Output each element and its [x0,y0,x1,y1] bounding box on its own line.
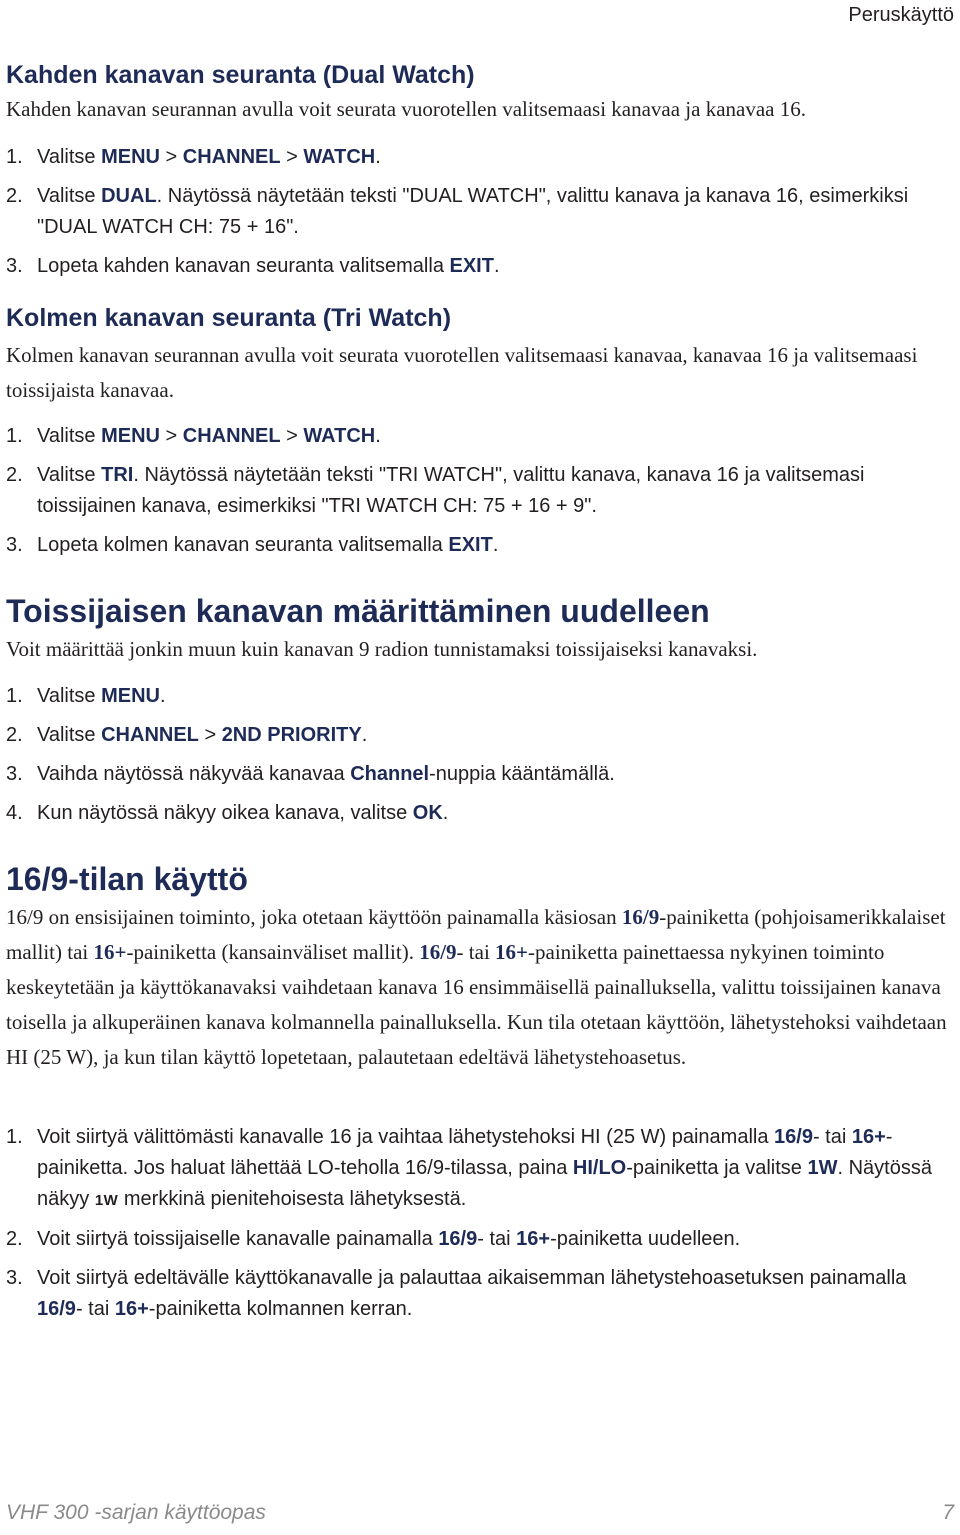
menu-keyword: MENU [101,685,160,707]
low-power-1w-icon: 1W [94,1192,119,1209]
key-16-9: 16/9 [438,1228,478,1250]
watch-keyword: WATCH [303,146,376,168]
list-item: 1. Valitse MENU > CHANNEL > WATCH. [6,146,381,168]
channel-keyword: CHANNEL [182,146,281,168]
watch-keyword: WATCH [303,425,376,447]
list-item: 2. Voit siirtyä toissijaiselle kanavalle painamalla 16/9- tai 16+-painiketta uudelleen. [6,1228,741,1250]
key-1w: 1W [807,1157,838,1179]
secondary-channel-intro: Voit määrittää jonkin muun kuin kanavan 9 radion tunnistamaksi toissijaiseksi kanavaksi. [6,637,758,661]
key-16-plus: 16+ [495,940,528,964]
menu-keyword: MENU [101,425,160,447]
list-item: 1. Voit siirtyä välittömästi kanavalle 16 ja vaihtaa lähetystehoksi HI (25 W) painamalla 16/9- tai 16+-painiketta. Jos haluat lähettää LO-teholla 16/9-tilassa, paina HI/LO-painiketta ja valitse 1W. Näytössä näkyy 1W merkkinä pienitehoisesta lähetyksestä. [6,1126,932,1210]
exit-keyword: EXIT [448,534,493,556]
dual-watch-heading: Kahden kanavan seuranta (Dual Watch) [6,61,475,89]
page-number: 7 [942,1501,954,1524]
key-16-plus: 16+ [114,1298,149,1320]
exit-keyword: EXIT [449,255,494,277]
mode-169-paragraph: 16/9 on ensisijainen toiminto, joka otetaan käyttöön painamalla käsiosan 16/9-painiketta (pohjoisamerikkalaiset mallit) tai 16+-painiketta (kansainväliset mallit). 16/9- tai 16+-painiketta painettaessa nykyinen toiminto keskeytetään ja käyttökanavaksi vaihdetaan kanava 16 ensimmäisellä painalluksella, valittu toissijainen kanava toisella ja alkuperäinen kanava kolmannella painalluksella. Kun tila otetaan käyttöön, lähetystehoksi vaihdetaan HI (25 W), ja kun tilan käyttö lopetetaan, palautetaan edeltävä lähetystehoasetus. [6,905,947,1069]
tri-watch-intro: Kolmen kanavan seurannan avulla voit seurata vuorotellen valitsemaasi kanavaa, kanavaa 16 ja valitsemaasi toissijaista kanavaa. [6,343,918,402]
tri-keyword: TRI [101,464,134,486]
channel-knob-keyword: Channel [350,763,430,785]
key-hi-lo: HI/LO [572,1157,627,1179]
running-header: Peruskäyttö [848,4,954,26]
key-16-plus: 16+ [516,1228,551,1250]
key-16-plus: 16+ [93,940,127,964]
list-item: 2. Valitse CHANNEL > 2ND PRIORITY. [6,724,368,746]
list-item: 1. Valitse MENU > CHANNEL > WATCH. [6,425,381,447]
list-item: 3. Vaihda näytössä näkyvää kanavaa Channel-nuppia kääntämällä. [6,763,615,785]
dual-keyword: DUAL [101,185,157,207]
list-item: 3. Lopeta kahden kanavan seuranta valitsemalla EXIT. [6,255,500,277]
key-16-9: 16/9 [621,905,660,929]
tri-watch-heading: Kolmen kanavan seuranta (Tri Watch) [6,304,452,332]
key-16-9: 16/9 [774,1126,813,1148]
key-16-9: 16/9 [37,1298,76,1320]
list-item: 3. Lopeta kolmen kanavan seuranta valitsemalla EXIT. [6,534,499,556]
menu-keyword: MENU [101,146,160,168]
list-item: 2. Valitse DUAL. Näytössä näytetään teksti "DUAL WATCH", valittu kanava ja kanava 16, esimerkiksi "DUAL WATCH CH: 75 + 16". [6,185,909,238]
mode-169-steps [6,1122,952,1325]
dual-watch-steps [6,142,952,282]
list-item: 3. Voit siirtyä edeltävälle käyttökanavalle ja palauttaa aikaisemman lähetystehoasetuksen painamalla 16/9- tai 16+-painiketta kolmannen kerran. [6,1267,907,1320]
mode-169-heading: 16/9-tilan käyttö [6,861,248,897]
tri-watch-steps [6,421,952,561]
key-16-9: 16/9 [419,940,457,964]
list-item: 1. Valitse MENU. [6,685,166,707]
ok-keyword: OK [412,802,443,824]
channel-keyword: CHANNEL [101,724,199,746]
key-16-plus: 16+ [851,1126,886,1148]
list-item: 2. Valitse TRI. Näytössä näytetään teksti "TRI WATCH", valittu kanava, kanava 16 ja valitsemasi toissijainen kanava, esimerkiksi "TRI WATCH CH: 75 + 16 + 9". [6,464,865,517]
channel-keyword: CHANNEL [182,425,281,447]
footer-title: VHF 300 -sarjan käyttöopas [6,1501,266,1524]
dual-watch-intro: Kahden kanavan seurannan avulla voit seurata vuorotellen valitsemaasi kanavaa ja kanavaa 16. [6,97,806,121]
secondary-channel-steps [6,681,952,829]
secondary-channel-heading: Toissijaisen kanavan määrittäminen uudelleen [6,593,710,629]
2nd-priority-keyword: 2ND PRIORITY [221,724,362,746]
list-item: 4. Kun näytössä näkyy oikea kanava, valitse OK. [6,802,449,824]
